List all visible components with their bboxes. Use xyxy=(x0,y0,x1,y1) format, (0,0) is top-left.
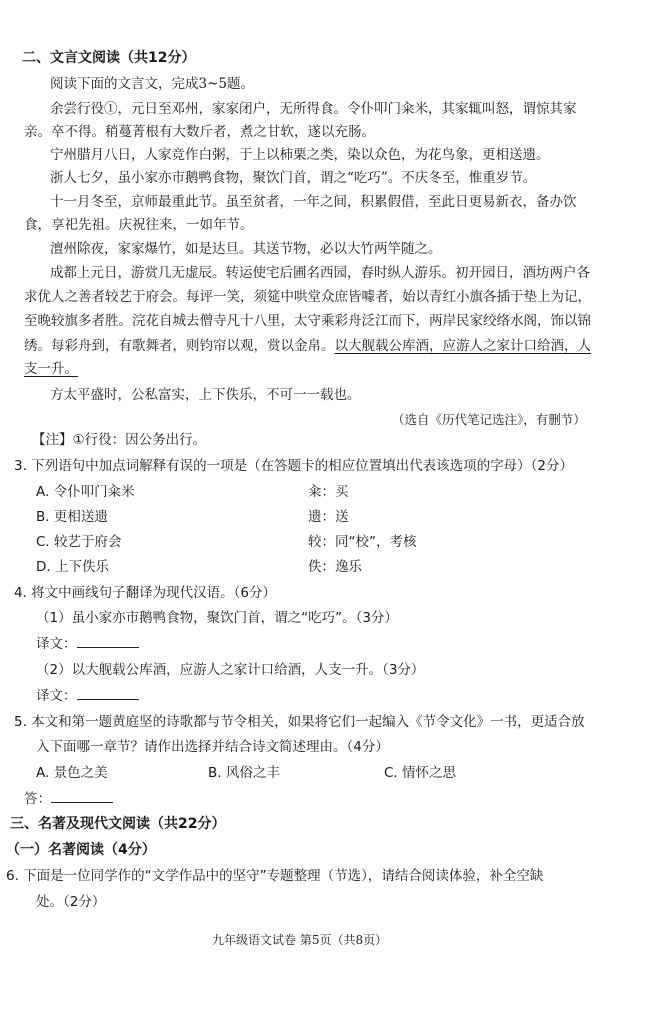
translation-label: 译文： xyxy=(36,636,77,652)
passage-line: 求优人之善者较艺于府会。每评一笑，须筵中哄堂众庶皆噱者，始以青红小旗各插于垫上为记， xyxy=(24,289,591,305)
q4-answer-1 xyxy=(36,634,139,654)
q3-option-b-meaning: 遗：送 xyxy=(308,509,349,525)
question-5-stem: 5. 本文和第一题黄庭坚的诗歌都与节令相关，如果将它们一起编入《节令文化》一书，更适合放 xyxy=(14,714,585,730)
passage-line: 成都上元日，游赏几无虚辰。转运使宅后圃名西园，春时纵人游乐。初开园日，酒坊两户各 xyxy=(50,265,590,281)
underlined-sentence-end: 支一升。 xyxy=(24,361,78,377)
q5-option-b: B. 风俗之丰 xyxy=(208,765,280,781)
section3-sub1-title: （一）名著阅读（4分） xyxy=(6,842,156,858)
q4-sentence-1: （1）虽小家亦市鹅鸭食物，聚饮门首，谓之“吃巧”。（3分） xyxy=(36,610,398,626)
section2-title: 二、文言文阅读（共12分） xyxy=(22,50,196,66)
q5-option-a: A. 景色之美 xyxy=(36,765,108,781)
q3-option-c-meaning: 较：同“校”，考核 xyxy=(308,534,417,550)
translation-label: 译文： xyxy=(36,688,77,704)
q3-option-d: D. 上下佚乐 xyxy=(36,559,109,575)
q5-option-c: C. 情怀之思 xyxy=(384,765,457,781)
passage-line: 方太平盛时，公私富实，上下佚乐，不可一一载也。 xyxy=(50,387,361,403)
passage-line: 至晚较旗多者胜。浣花自城去僧寺凡十八里，太守乘彩舟泛江而下，两岸民家绞络水阁，饰以锦 xyxy=(24,313,591,329)
underlined-sentence: 以大舰载公库酒，应游人之家计口给酒，人 xyxy=(334,338,591,354)
answer-blank[interactable] xyxy=(51,790,113,803)
section3-title: 三、名著及现代文阅读（共22分） xyxy=(10,816,226,832)
question-4-stem: 4. 将文中画线句子翻译为现代汉语。（6分） xyxy=(14,585,277,601)
q3-option-a: A. 令仆叩门籴米 xyxy=(36,484,135,500)
q3-option-c: C. 较艺于府会 xyxy=(36,534,122,550)
q4-answer-2 xyxy=(36,686,139,706)
question-3-stem: 3. 下列语句中加点词解释有误的一项是（在答题卡的相应位置填出代表该选项的字母）（2分） xyxy=(14,458,574,474)
passage-line: 澶州除夜，家家爆竹，如是达旦。其送节物，必以大竹两竿随之。 xyxy=(50,241,442,257)
passage-text: 绣。每彩舟到，有歌舞者，则钧帘以观，赏以金帛。 xyxy=(24,338,335,354)
q3-option-b: B. 更相送遗 xyxy=(36,509,108,525)
passage-line: 十一月冬至，京师最重此节。虽至贫者，一年之间，积累假借，至此日更易新衣，备办饮 xyxy=(50,194,577,210)
passage-line: 亲。卒不得。稍蔓菁根有大数斤者，煮之甘软，遂以充肠。 xyxy=(24,124,375,140)
translation-blank[interactable] xyxy=(77,687,139,700)
q4-sentence-2: （2）以大舰载公库酒，应游人之家计口给酒，人支一升。（3分） xyxy=(36,662,425,678)
passage-line: 宁州腊月八日，人家竞作白粥，于上以柿栗之类，染以众色，为花鸟象，更相送遗。 xyxy=(50,147,550,163)
reading-instruction: 阅读下面的文言文，完成3~5题。 xyxy=(50,76,254,92)
page-footer: 九年级语文试卷 第5页（共8页） xyxy=(212,933,388,947)
q5-answer xyxy=(24,789,113,809)
q3-option-d-meaning: 佚：逸乐 xyxy=(308,559,362,575)
question-6-stem: 6. 下面是一位同学作的“文学作品中的坚守”专题整理（节选），请结合阅读体验，补全空缺 xyxy=(6,868,544,884)
passage-source: （选自《历代笔记选注》，有删节） xyxy=(392,412,586,427)
passage-line: 食，享祀先祖。庆祝往来，一如年节。 xyxy=(24,217,254,233)
passage-line: 浙人七夕，虽小家亦市鹅鸭食物，聚饮门首，谓之“吃巧”。不庆冬至，惟重岁节。 xyxy=(50,170,537,186)
passage-line: 余尝行役①，元日至邓州，家家闭户，无所得食。令仆叩门籴米，其家辄叫怒，谓惊其家 xyxy=(50,101,577,117)
q3-option-a-meaning: 籴：买 xyxy=(308,484,349,500)
question-6-stem-cont: 处。（2分） xyxy=(36,894,106,910)
passage-line-with-underline xyxy=(24,336,591,356)
answer-label: 答： xyxy=(24,791,51,807)
question-5-stem-cont: 入下面哪一章节？请作出选择并结合诗文简述理由。（4分） xyxy=(36,739,389,755)
translation-blank[interactable] xyxy=(77,635,139,648)
footnote: 【注】①行役：因公务出行。 xyxy=(32,432,207,448)
